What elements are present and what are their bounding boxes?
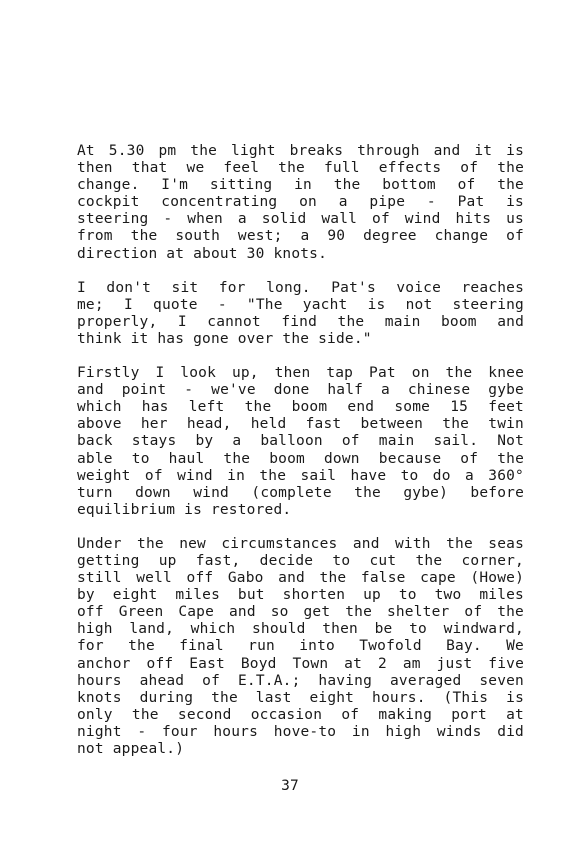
- page-number: 37: [281, 778, 299, 794]
- text-line: not appeal.): [77, 741, 185, 757]
- text-line: for the final run into Twofold Bay. We: [77, 638, 524, 655]
- text-line: cockpit concentrating on a pipe - Pat is: [77, 194, 524, 211]
- text-line: properly, I cannot find the main boom and: [77, 313, 524, 330]
- text-line: and point - we've done half a chinese gybe: [77, 382, 524, 399]
- paragraph-3: [77, 365, 524, 519]
- text-line: by eight miles but shorten up to two miles: [77, 587, 524, 604]
- text-line: hours ahead of E.T.A.; having averaged seven: [77, 672, 524, 689]
- text-line: steering - when a solid wall of wind hits us: [77, 211, 524, 228]
- text-line: knots during the last eight hours. (This is: [77, 689, 524, 706]
- text-line: I don't sit for long. Pat's voice reaches: [77, 279, 524, 296]
- text-line: equilibrium is restored.: [77, 501, 292, 518]
- text-line: Under the new circumstances and with the seas: [77, 535, 524, 552]
- text-line: which has left the boom end some 15 feet: [77, 399, 524, 416]
- paragraph-2: [77, 280, 524, 348]
- text-line: think it has gone over the side.": [77, 330, 372, 347]
- text-line: then that we feel the full effects of the: [77, 160, 524, 177]
- text-line: off Green Cape and so get the shelter of the: [77, 604, 524, 621]
- text-line: direction at about 30 knots.: [77, 245, 328, 262]
- text-line: from the south west; a 90 degree change of: [77, 228, 524, 245]
- body-text: [77, 143, 524, 775]
- text-line: turn down wind (complete the gybe) before: [77, 484, 524, 501]
- text-line: anchor off East Boyd Town at 2 am just five: [77, 655, 524, 672]
- text-line: able to haul the boom down because of the: [77, 450, 524, 467]
- paragraph-1: [77, 143, 524, 263]
- text-line: high land, which should then be to windward,: [77, 621, 524, 638]
- text-line: back stays by a balloon of main sail. Not: [77, 433, 524, 450]
- text-line: night - four hours hove-to in high winds did: [77, 723, 524, 740]
- text-line: change. I'm sitting in the bottom of the: [77, 177, 524, 194]
- text-line: At 5.30 pm the light breaks through and it is: [77, 143, 524, 159]
- paragraph-4: [77, 536, 524, 758]
- text-line: above her head, held fast between the twin: [77, 416, 524, 433]
- text-line: Firstly I look up, then tap Pat on the knee: [77, 365, 524, 382]
- text-line: only the second occasion of making port at: [77, 706, 524, 723]
- text-line: still well off Gabo and the false cape (Howe): [77, 570, 524, 587]
- text-line: getting up fast, decide to cut the corner,: [77, 552, 524, 569]
- text-line: me; I quote - "The yacht is not steering: [77, 296, 524, 313]
- text-line: weight of wind in the sail have to do a 360°: [77, 467, 524, 484]
